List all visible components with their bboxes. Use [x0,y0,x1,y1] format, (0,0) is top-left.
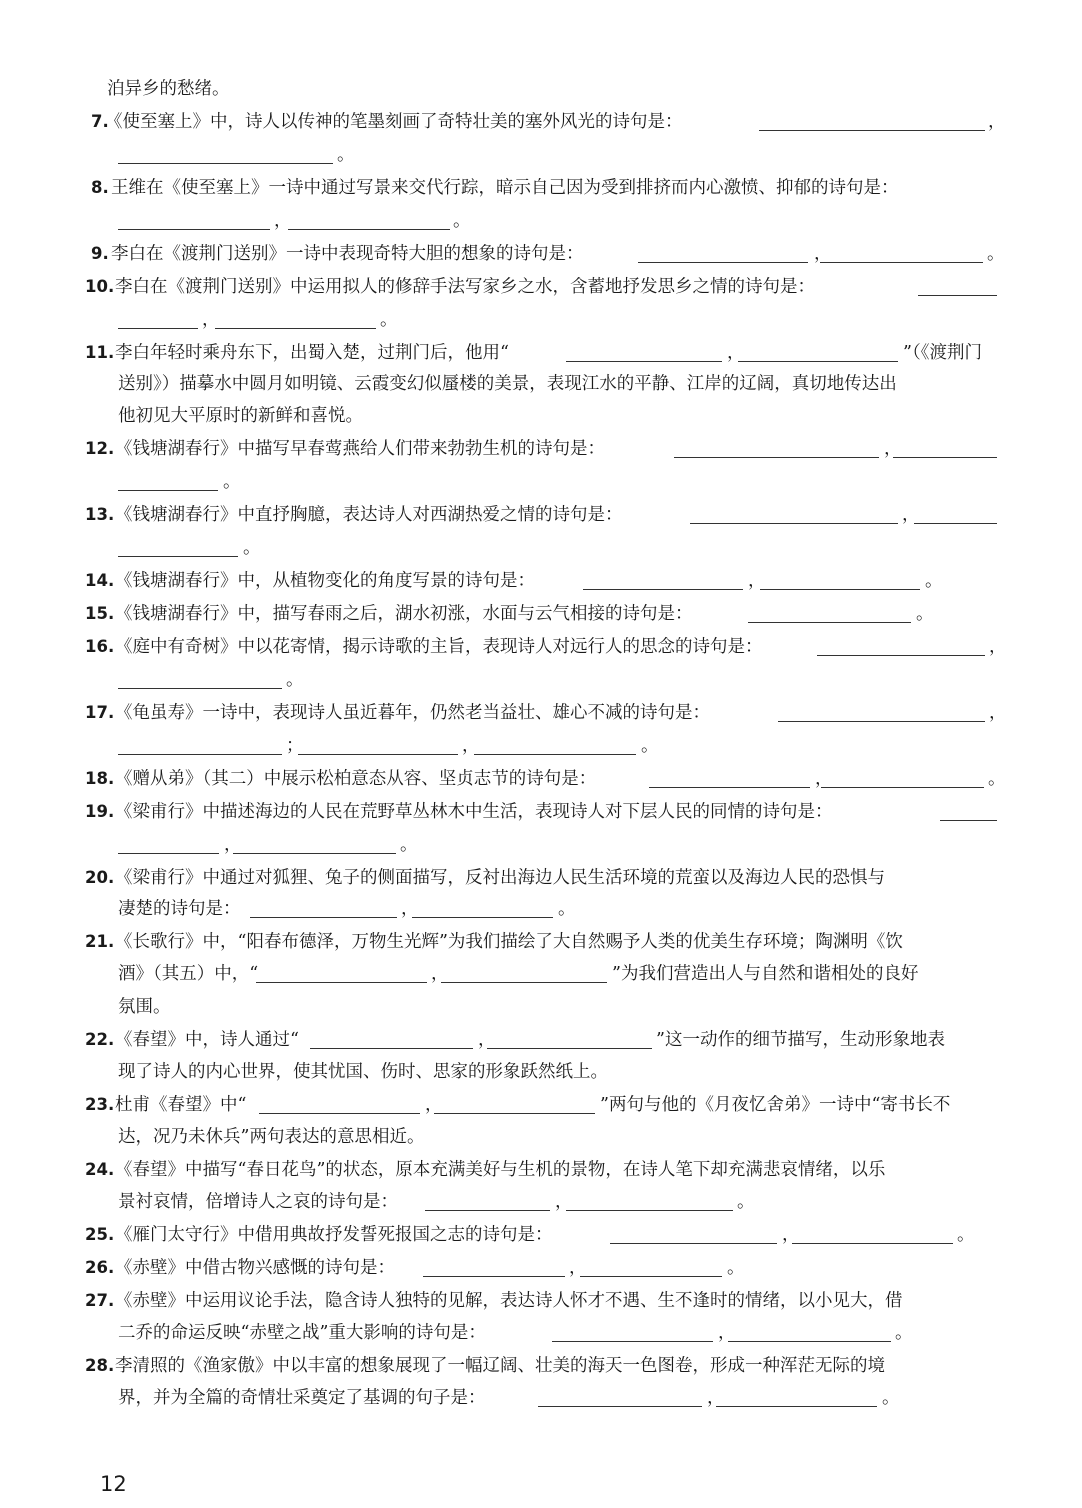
text-line [0,369,1082,399]
question-number: 12. [85,439,115,458]
text-segment: 二乔的命运反映“赤壁之战”重大影响的诗句是： [118,1323,486,1343]
answer-blank[interactable] [893,457,997,458]
text-segment: ， [815,769,833,789]
text-segment: 。 [737,1192,755,1212]
answer-blank[interactable] [423,1276,565,1277]
answer-blank[interactable] [728,1341,891,1342]
text-line [0,1155,1082,1185]
text-line [0,401,1082,431]
answer-blank[interactable] [118,556,238,557]
answer-blank[interactable] [821,787,984,788]
text-line [0,1286,1082,1316]
answer-blank[interactable] [918,295,997,296]
answer-blank[interactable] [759,130,985,131]
text-line [0,1057,1082,1087]
text-line [0,1383,1082,1413]
text-segment: 李白年轻时乘舟东下，出蜀入楚，过荆门后，他用“ [115,343,509,363]
text-segment: 。 [400,835,418,855]
text-segment: 。 [641,736,659,756]
question-number: 14. [85,571,115,590]
text-line [0,206,1082,236]
text-line [0,863,1082,893]
answer-blank[interactable] [441,982,607,983]
text-segment: 酒》（其五）中，“ [118,964,259,984]
text-segment: ， [555,1192,573,1212]
answer-blank[interactable] [914,523,997,524]
text-segment: 李白在《渡荆门送别》一诗中表现奇特大胆的想象的诗句是： [111,244,584,264]
question-number: 18. [85,769,115,788]
page-number: 12 [100,1472,127,1496]
text-line [0,173,1082,203]
answer-blank[interactable] [298,754,458,755]
text-segment: ”（《渡荆门 [903,343,982,363]
question-number: 21. [85,932,115,951]
text-line [0,959,1082,989]
question-number: 8. [91,178,109,197]
question-number: 7. [91,112,109,131]
answer-blank[interactable] [474,754,636,755]
text-segment: 《赠从弟》（其二）中展示松柏意态从容、坚贞志节的诗句是： [115,769,597,789]
text-line [0,1253,1082,1283]
text-segment: ， [989,703,1007,723]
text-segment: 。 [337,145,355,165]
text-line [0,830,1082,860]
text-segment: 《钱塘湖春行》中直抒胸臆，表达诗人对西湖热爱之情的诗句是： [115,505,623,525]
answer-blank[interactable] [118,754,282,755]
text-line [0,665,1082,695]
text-segment: ， [748,571,766,591]
text-segment: 《赤壁》中借古物兴感慨的诗句是： [115,1258,395,1278]
text-segment: 《梁甫行》中描述海边的人民在荒野草丛林木中生活，表现诗人对下层人民的同情的诗句是： [115,802,833,822]
text-segment: ”两句与他的《月夜忆舍弟》一诗中“寄书长不 [600,1095,951,1115]
text-segment: ”为我们营造出人与自然和谐相处的良好 [612,964,919,984]
text-segment: ， [718,1323,736,1343]
text-segment: 景衬哀情，倍增诗人之哀的诗句是： [118,1192,398,1212]
text-segment: ， [814,244,832,264]
text-line [0,764,1082,794]
text-segment: 他初见大平原时的新鲜和喜悦。 [118,406,363,426]
text-segment: ， [202,310,220,330]
text-segment: 达，况乃未休兵”两句表达的意思相近。 [118,1127,425,1147]
question-number: 22. [85,1030,115,1049]
text-line [0,927,1082,957]
text-line [0,140,1082,170]
answer-blank[interactable] [638,262,808,263]
text-line [0,272,1082,302]
text-line [0,533,1082,563]
text-segment: 《春望》中描写“春日花鸟”的状态，原本充满美好与生机的景物，在诗人笔下却充满悲哀情绪，以乐 [115,1160,886,1180]
text-segment: 泊异乡的愁绪。 [107,79,230,99]
answer-blank[interactable] [487,1048,652,1049]
answer-blank[interactable] [118,853,219,854]
question-number: 11. [85,343,115,362]
text-segment: 界，并为全篇的奇情壮采奠定了基调的句子是： [118,1388,486,1408]
text-segment: ， [727,343,745,363]
text-segment: 。 [453,211,471,231]
text-segment: ， [425,1095,443,1115]
answer-blank[interactable] [817,655,985,656]
question-number: 17. [85,703,115,722]
answer-blank[interactable] [412,917,553,918]
text-segment: ， [988,112,1006,132]
text-segment: ， [884,439,902,459]
text-segment: 。 [223,472,241,492]
text-line [0,566,1082,596]
text-segment: ， [782,1225,800,1245]
question-number: 24. [85,1160,115,1179]
question-number: 26. [85,1258,115,1277]
text-segment: 。 [988,769,1006,789]
text-segment: 。 [925,571,943,591]
text-line [0,107,1082,137]
text-segment: 《雁门太守行》中借用典故抒发誓死报国之志的诗句是： [115,1225,553,1245]
answer-blank[interactable] [566,1210,733,1211]
answer-blank[interactable] [538,1406,702,1407]
text-segment: ， [478,1030,496,1050]
question-number: 10. [85,277,115,296]
answer-blank[interactable] [310,1048,473,1049]
text-segment: 《梁甫行》中通过对狐狸、兔子的侧面描写，反衬出海边人民生活环境的荒蛮以及海边人民的恐惧与 [115,868,885,888]
text-line [0,894,1082,924]
text-segment: 。 [957,1225,975,1245]
text-segment: 《赤壁》中运用议论手法，隐含诗人独特的见解，表达诗人怀才不遇、生不逢时的情绪，以小见大，借 [115,1291,903,1311]
text-segment: ， [707,1388,725,1408]
question-number: 28. [85,1356,115,1375]
question-number: 19. [85,802,115,821]
answer-blank[interactable] [690,523,898,524]
text-segment: 送别》）描摹水中圆月如明镜、云霞变幻似蜃楼的美景，表现江水的平静、江岸的辽阔，真切地传达出 [118,374,897,394]
text-segment: 氛围。 [118,997,171,1017]
text-segment: 李白在《渡荆门送别》中运用拟人的修辞手法写家乡之水，含蓄地抒发思乡之情的诗句是： [115,277,815,297]
text-segment: 凄楚的诗句是： [118,899,241,919]
text-line [0,1090,1082,1120]
question-number: 25. [85,1225,115,1244]
answer-blank[interactable] [118,490,218,491]
question-number: 16. [85,637,115,656]
text-line [0,1122,1082,1152]
text-line [0,500,1082,530]
answer-blank[interactable] [649,787,810,788]
question-number: 15. [85,604,115,623]
text-segment: 。 [243,538,261,558]
text-segment: 《春望》中，诗人通过“ [115,1030,299,1050]
text-segment: ”这一动作的细节描写，生动形象地表 [656,1030,945,1050]
text-line [0,1187,1082,1217]
text-segment: 。 [727,1258,745,1278]
text-line [0,1025,1082,1055]
question-number: 9. [91,244,109,263]
text-line [0,1351,1082,1381]
text-segment: 《龟虽寿》一诗中，表现诗人虽近暮年，仍然老当益壮、雄心不减的诗句是： [115,703,710,723]
text-segment: 《使至塞上》中，诗人以传神的笔墨刻画了奇特壮美的塞外风光的诗句是： [105,112,683,132]
text-segment: ， [902,505,920,525]
text-line [0,632,1082,662]
answer-blank[interactable] [118,688,282,689]
text-segment: ， [569,1258,587,1278]
answer-blank[interactable] [778,721,985,722]
text-line [0,698,1082,728]
answer-blank[interactable] [425,1210,550,1211]
text-line [0,338,1082,368]
answer-blank[interactable] [820,262,983,263]
text-segment: ， [224,835,242,855]
answer-blank[interactable] [940,820,997,821]
text-segment: ； [286,736,304,756]
question-number: 13. [85,505,115,524]
answer-blank[interactable] [118,328,198,329]
answer-blank[interactable] [256,982,427,983]
answer-blank[interactable] [760,589,920,590]
answer-blank[interactable] [434,1113,595,1114]
answer-blank[interactable] [610,1243,777,1244]
text-segment: 杜甫《春望》中“ [115,1095,247,1115]
question-number: 27. [85,1291,115,1310]
text-segment: 。 [882,1388,900,1408]
answer-blank[interactable] [233,853,396,854]
question-number: 23. [85,1095,115,1114]
question-number: 20. [85,868,115,887]
answer-blank[interactable] [674,457,879,458]
answer-blank[interactable] [566,361,722,362]
text-line [0,305,1082,335]
text-segment: 《钱塘湖春行》中，描写春雨之后，湖水初涨，水面与云气相接的诗句是： [115,604,693,624]
text-line [0,239,1082,269]
answer-blank[interactable] [288,229,450,230]
text-line [0,1318,1082,1348]
answer-blank[interactable] [250,917,397,918]
text-segment: ， [431,964,449,984]
text-segment: 《庭中有奇树》中以花寄情，揭示诗歌的主旨，表现诗人对远行人的思念的诗句是： [115,637,763,657]
text-line [0,467,1082,497]
answer-blank[interactable] [259,1113,420,1114]
answer-blank[interactable] [215,328,376,329]
text-line [0,992,1082,1022]
answer-blank[interactable] [738,361,898,362]
answer-blank[interactable] [552,1341,713,1342]
answer-blank[interactable] [118,163,333,164]
text-segment: 《长歌行》中，“阳春布德泽，万物生光辉”为我们描绘了大自然赐予人类的优美生存环境；陶渊明《饮 [115,932,903,952]
text-line [0,731,1082,761]
answer-blank[interactable] [716,1406,877,1407]
text-segment: ， [462,736,480,756]
text-line [0,599,1082,629]
answer-blank[interactable] [583,589,743,590]
text-segment: 。 [286,670,304,690]
text-segment: 《钱塘湖春行》中描写早春莺燕给人们带来勃勃生机的诗句是： [115,439,605,459]
text-segment: 李清照的《渔家傲》中以丰富的想象展现了一幅辽阔、壮美的海天一色图卷，形成一种浑茫无际的境 [115,1356,885,1376]
text-segment: ， [989,637,1007,657]
answer-blank[interactable] [580,1276,722,1277]
text-segment: 。 [916,604,934,624]
text-segment: 。 [895,1323,913,1343]
text-line [0,1220,1082,1250]
answer-blank[interactable] [748,622,911,623]
answer-blank[interactable] [792,1243,953,1244]
text-line [0,434,1082,464]
text-segment: 。 [380,310,398,330]
text-segment: 《钱塘湖春行》中，从植物变化的角度写景的诗句是： [115,571,535,591]
text-segment: 现了诗人的内心世界，使其忧国、伤时、思家的形象跃然纸上。 [118,1062,608,1082]
text-segment: 。 [987,244,1005,264]
text-line [0,74,1082,104]
text-segment: 。 [558,899,576,919]
text-segment: 王维在《使至塞上》一诗中通过写景来交代行踪，暗示自己因为受到排挤而内心激愤、抑郁的诗句是： [111,178,899,198]
text-segment: ， [401,899,419,919]
text-segment: ， [274,211,292,231]
answer-blank[interactable] [118,229,270,230]
text-line [0,797,1082,827]
